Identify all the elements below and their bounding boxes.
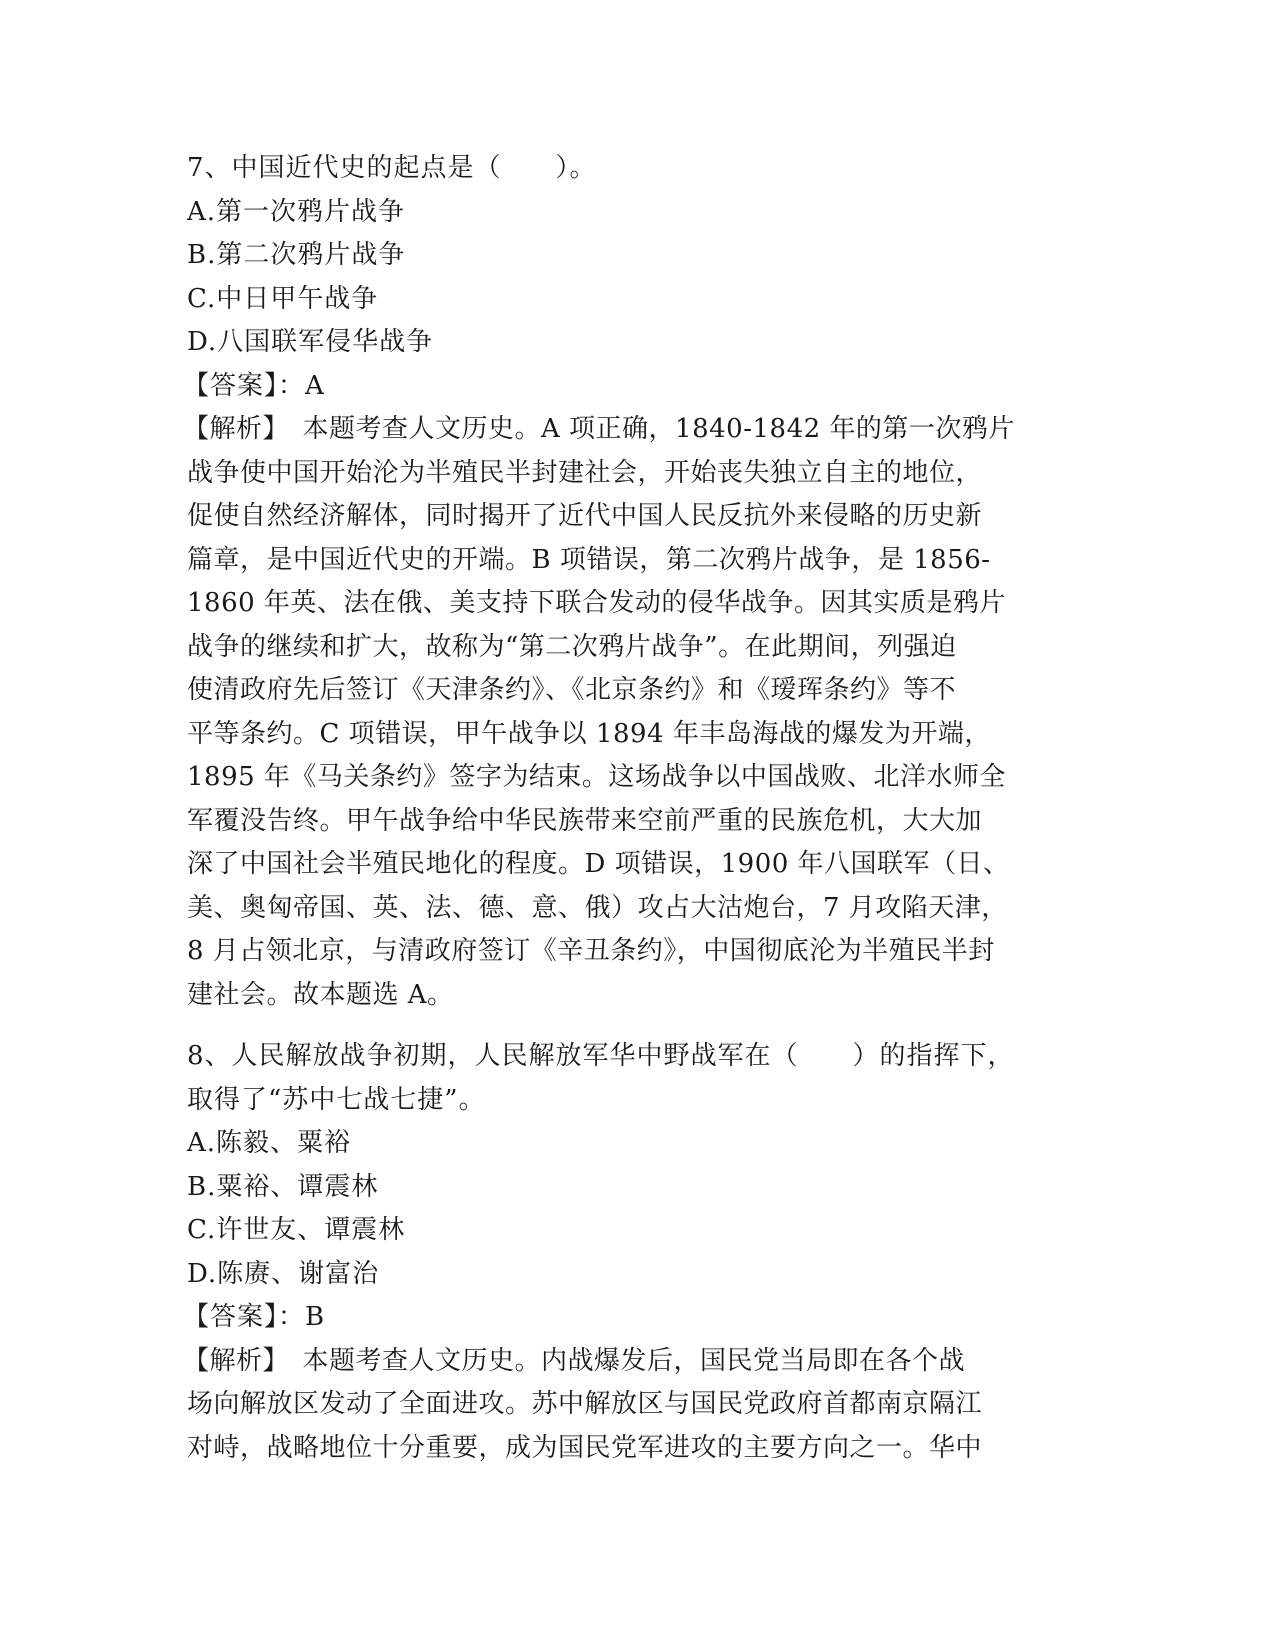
analysis-line: 【解析】 本题考查人文历史。内战爆发后，国民党当局即在各个战 — [183, 1345, 966, 1376]
analysis-line: 建社会。故本题选 A。 — [187, 979, 454, 1010]
analysis-line: 8 月占领北京，与清政府签订《辛丑条约》，中国彻底沦为半殖民半封 — [187, 936, 995, 966]
question-stem: 8、人民解放战争初期，人民解放军华中野战军在（ ）的指挥下， — [187, 1041, 1015, 1071]
analysis-line: 场向解放区发动了全面进攻。苏中解放区与国民党政府首都南京隔江 — [187, 1389, 983, 1419]
option-b: B.粟裕、谭震林 — [187, 1171, 379, 1202]
analysis-line: 战争的继续和扩大，故称为“第二次鸦片战争”。在此期间，列强迫 — [187, 631, 957, 662]
answer: 【答案】：A — [183, 370, 325, 401]
analysis-line: 促使自然经济解体，同时揭开了近代中国人民反抗外来侵略的历史新 — [187, 501, 983, 531]
question-7 — [183, 147, 1087, 1017]
analysis-line: 军覆没告终。甲午战争给中华民族带来空前严重的民族危机，大大加 — [187, 805, 983, 836]
option-d: D.陈赓、谢富治 — [187, 1258, 380, 1289]
question-stem: 取得了“苏中七战七捷”。 — [187, 1084, 486, 1115]
analysis-line: 平等条约。C 项错误，甲午战争以 1894 年丰岛海战的爆发为开端， — [187, 718, 991, 749]
analysis-line: 1860 年英、法在俄、美支持下联合发动的侵华战争。因其实质是鸦片 — [187, 588, 1006, 618]
analysis-line: 战争使中国开始沦为半殖民半封建社会，开始丧失独立自主的地位， — [187, 457, 983, 488]
question-8 — [183, 1035, 1087, 1470]
analysis-line: 深了中国社会半殖民地化的程度。D 项错误，1900 年八国联军（日、 — [187, 849, 1010, 879]
option-a: A.陈毅、粟裕 — [187, 1128, 352, 1158]
option-b: B.第二次鸦片战争 — [187, 240, 406, 270]
answer: 【答案】：B — [183, 1302, 326, 1332]
analysis-line: 篇章，是中国近代史的开端。B 项错误，第二次鸦片战争，是 1856- — [187, 544, 991, 575]
option-d: D.八国联军侵华战争 — [187, 327, 434, 357]
analysis-line: 对峙，战略地位十分重要，成为国民党军进攻的主要方向之一。华中 — [187, 1432, 983, 1463]
analysis — [183, 1340, 1087, 1471]
option-a: A.第一次鸦片战争 — [187, 196, 406, 227]
option-c: C.许世友、谭震林 — [187, 1215, 406, 1245]
question-stem: 7、中国近代史的起点是（ ）。 — [187, 153, 597, 183]
analysis-line: 1895 年《马关条约》签字为结束。这场战争以中国战败、北洋水师全 — [187, 762, 1006, 792]
analysis-line: 【解析】 本题考查人文历史。A 项正确，1840-1842 年的第一次鸦片 — [183, 414, 1015, 444]
analysis-line: 使清政府先后签订《天津条约》、《北京条约》和《瑷珲条约》等不 — [187, 675, 957, 705]
analysis-line: 美、奥匈帝国、英、法、德、意、俄）攻占大沽炮台，7 月攻陷天津， — [187, 892, 1008, 923]
option-c: C.中日甲午战争 — [187, 283, 379, 314]
analysis — [183, 408, 1087, 1017]
